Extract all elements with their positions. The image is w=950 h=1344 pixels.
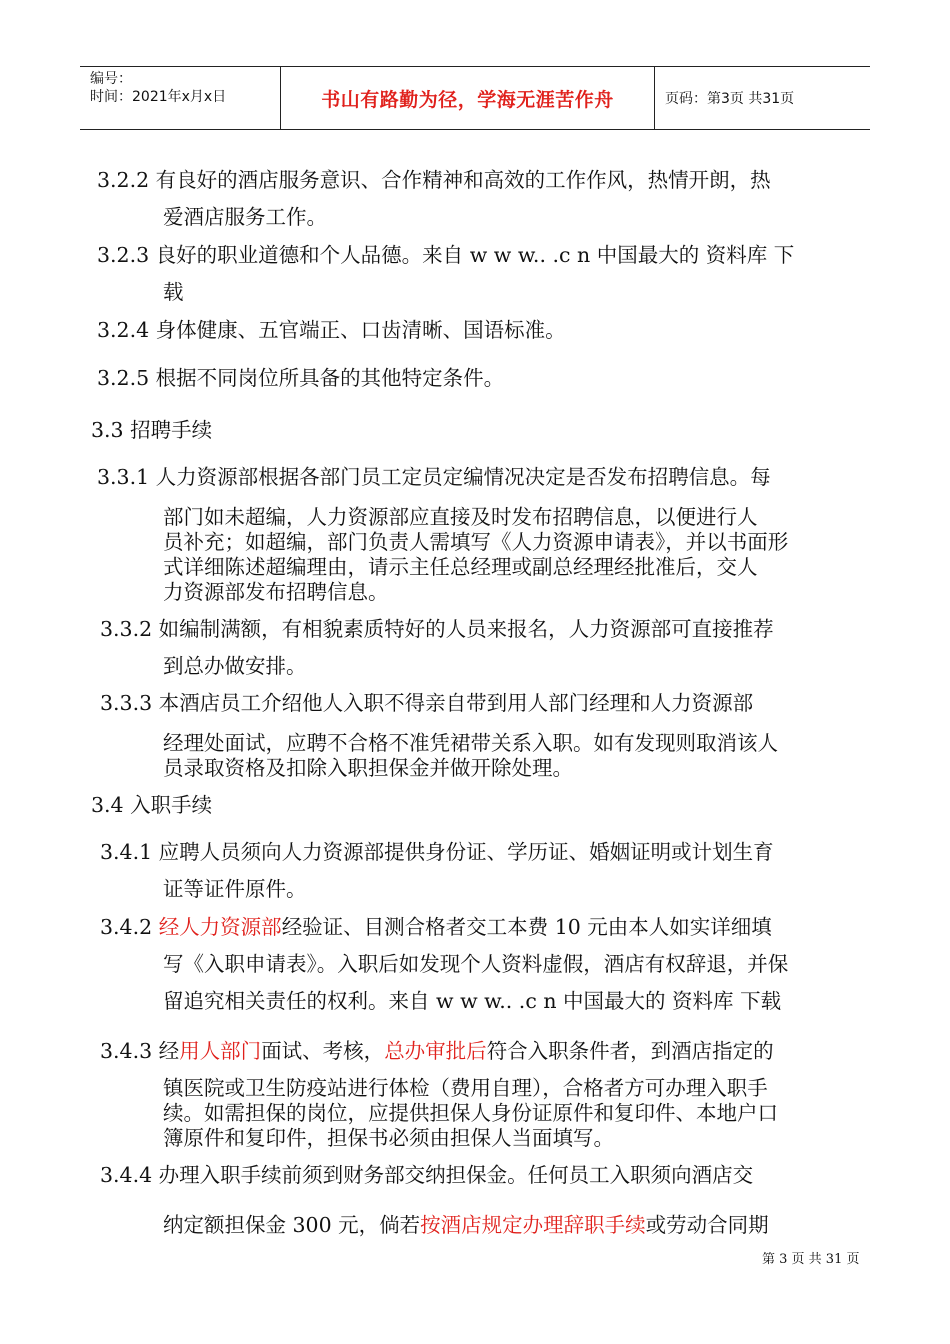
text-line: [163, 1126, 614, 1150]
text-segment: 写《入职申请表》。入职后如发现个人资料虚假，酒店有权辞退，并保: [163, 952, 789, 976]
text-line: [100, 1039, 774, 1063]
text-segment: 证等证件原件。: [163, 877, 307, 901]
text-line: [163, 654, 307, 678]
text-segment: 续。如需担保的岗位，应提供担保人身份证原件和复印件、本地户口: [163, 1101, 778, 1125]
text-segment: 3.3 招聘手续: [91, 418, 213, 442]
text-segment: 爱酒店服务工作。: [163, 205, 327, 229]
text-segment: 纳定额担保金 300 元，倘若: [163, 1213, 421, 1237]
text-segment: 经验证、目测合格者交工本费 10 元由本人如实详细填: [281, 915, 772, 939]
text-line: [100, 1163, 753, 1187]
highlighted-text: 总办审批后: [384, 1039, 487, 1063]
text-line: [163, 952, 788, 976]
text-segment: 员录取资格及扣除入职担保金并做开除处理。: [163, 756, 573, 780]
text-segment: 3.4.4 办理入职手续前须到财务部交纳担保金。任何员工入职须向酒店交: [100, 1163, 754, 1187]
text-segment: 镇医院或卫生防疫站进行体检（费用自理），合格者方可办理入职手: [163, 1076, 768, 1100]
text-segment: 3.2.5 根据不同岗位所具备的其他特定条件。: [97, 366, 505, 390]
text-line: [163, 505, 758, 529]
text-line: [97, 465, 771, 489]
text-line: [163, 731, 778, 755]
text-line: [163, 280, 184, 304]
text-segment: 3.4.1 应聘人员须向人力资源部提供身份证、学历证、婚姻证明或计划生育: [100, 840, 774, 864]
text-segment: 载: [163, 280, 184, 304]
text-line: [163, 1076, 768, 1100]
text-line: [163, 530, 788, 554]
text-segment: 3.2.2 有良好的酒店服务意识、合作精神和高效的工作作风，热情开朗，热: [97, 168, 771, 192]
text-segment: 符合入职条件者，到酒店指定的: [486, 1039, 774, 1063]
text-line: [163, 877, 307, 901]
text-line: [100, 617, 774, 641]
text-line: [100, 691, 753, 715]
text-segment: 簿原件和复印件，担保书必须由担保人当面填写。: [163, 1126, 614, 1150]
highlighted-text: 按酒店规定办理辞职手续: [420, 1213, 646, 1237]
footer-page-number: 第 3 页 共 31 页: [762, 1252, 860, 1267]
text-segment: 力资源部发布招聘信息。: [163, 580, 389, 604]
text-line: [97, 243, 794, 267]
text-segment: 3.3.1 人力资源部根据各部门员工定员定编情况决定是否发布招聘信息。每: [97, 465, 771, 489]
text-line: [97, 318, 566, 342]
text-segment: 到总办做安排。: [163, 654, 307, 678]
text-line: [91, 793, 212, 817]
text-segment: 面试、考核，: [261, 1039, 385, 1063]
text-line: [163, 1213, 769, 1237]
document-date-label: 时间：2021年x月x日: [90, 89, 227, 105]
text-segment: 3.2.4 身体健康、五官端正、口齿清晰、国语标准。: [97, 318, 566, 342]
text-line: [163, 580, 389, 604]
text-segment: 部门如未超编，人力资源部应直接及时发布招聘信息，以便进行人: [163, 505, 758, 529]
text-line: [100, 840, 774, 864]
text-segment: 3.2.3 良好的职业道德和个人品德。来自 w w w.. .c n 中国最大的 资料库 下: [97, 243, 795, 267]
text-line: [97, 366, 504, 390]
text-line: [100, 915, 772, 939]
header-left-cell: [80, 67, 280, 129]
header-table: [80, 66, 870, 130]
header-page-info: 页码：第3页 共31页: [665, 91, 795, 107]
text-segment: 或劳动合同期: [645, 1213, 769, 1237]
text-segment: 员补充；如超编，部门负责人需填写《人力资源申请表》，并以书面形: [163, 530, 789, 554]
highlighted-text: 用人部门: [179, 1039, 262, 1063]
text-segment: 3.4 入职手续: [91, 793, 213, 817]
text-line: [163, 1101, 778, 1125]
text-segment: 式详细陈述超编理由，请示主任总经理或副总经理经批准后，交人: [163, 555, 758, 579]
highlighted-text: 经人力资源部: [158, 915, 282, 939]
text-segment: 经理处面试，应聘不合格不准凭裙带关系入职。如有发现则取消该人: [163, 731, 778, 755]
text-line: [163, 555, 758, 579]
text-line: [91, 418, 212, 442]
document-number-label: 编号：: [90, 71, 132, 87]
text-segment: 留追究相关责任的权利。来自 w w w.. .c n 中国最大的 资料库 下载: [163, 989, 782, 1013]
text-line: [163, 756, 573, 780]
text-line: [163, 989, 781, 1013]
text-segment: 3.3.2 如编制满额，有相貌素质特好的人员来报名，人力资源部可直接推荐: [100, 617, 774, 641]
text-segment: 3.3.3 本酒店员工介绍他人入职不得亲自带到用人部门经理和人力资源部: [100, 691, 754, 715]
text-segment: 3.4.2: [100, 915, 159, 939]
text-line: [163, 205, 327, 229]
header-motto: 书山有路勤为径，学海无涯苦作舟: [280, 67, 655, 129]
text-segment: 3.4.3 经: [100, 1039, 180, 1063]
text-line: [97, 168, 771, 192]
